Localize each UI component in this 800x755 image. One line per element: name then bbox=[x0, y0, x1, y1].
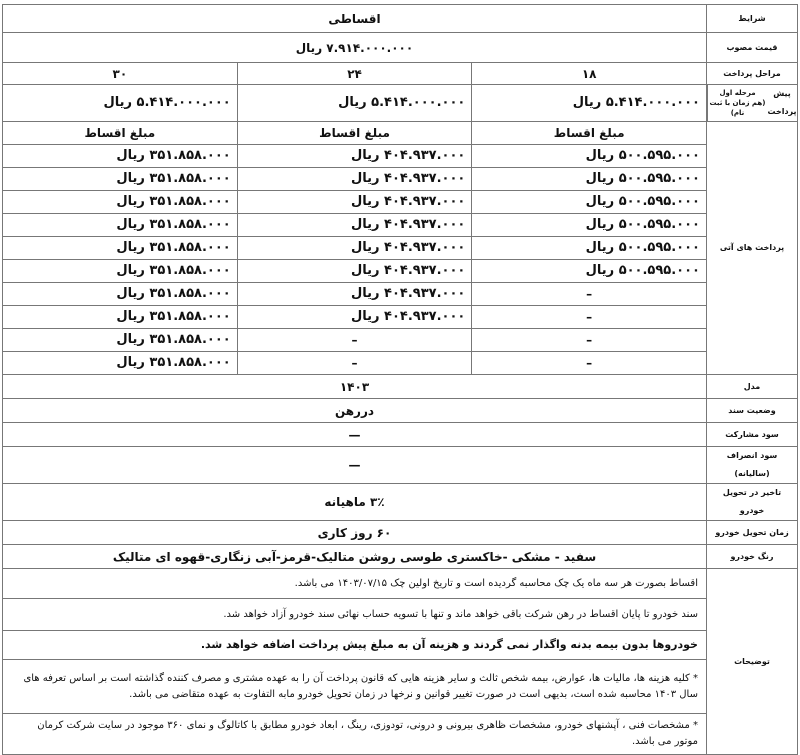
price-value: ۷.۹۱۴.۰۰۰.۰۰۰ ریال bbox=[3, 33, 707, 63]
installment-cell: – bbox=[472, 283, 707, 306]
installment-row bbox=[3, 214, 798, 237]
delay-row bbox=[3, 484, 798, 521]
note-item: * مشخصات فنی ، آپشنهای خودرو، مشخصات ظاهری بیرونی و درونی، تودوزی، رینگ ، ابعاد خودرو مطابق با کاتالوگ و نمای ۳۶۰ موجود در سایت شرکت کرمان موتور می باشد. bbox=[3, 714, 707, 755]
installment-cell: ۴۰۴.۹۳۷.۰۰۰ ریال bbox=[237, 260, 472, 283]
notes-row bbox=[3, 714, 798, 755]
note-item: اقساط بصورت هر سه ماه یک چک محاسبه گردیده است و تاریخ اولین چک ۱۴۰۳/۰۷/۱۵ می باشد. bbox=[3, 569, 707, 599]
installment-cell: ۴۰۴.۹۳۷.۰۰۰ ریال bbox=[237, 214, 472, 237]
future-payments-label: پرداخت های آتی bbox=[706, 122, 797, 375]
installment-cell: – bbox=[472, 352, 707, 375]
installment-cell: ۴۰۴.۹۳۷.۰۰۰ ریال bbox=[237, 191, 472, 214]
conditions-row bbox=[3, 5, 798, 33]
stage-30: ۳۰ bbox=[3, 63, 238, 85]
installment-cell: ۴۰۴.۹۳۷.۰۰۰ ریال bbox=[237, 283, 472, 306]
installment-cell: ۵۰۰.۵۹۵.۰۰۰ ریال bbox=[472, 214, 707, 237]
stages-label: مراحل پرداخت bbox=[706, 63, 797, 85]
installment-row bbox=[3, 145, 798, 168]
doc-status-value: دررهن bbox=[3, 399, 707, 423]
installment-cell: – bbox=[237, 329, 472, 352]
stage-18: ۱۸ bbox=[472, 63, 707, 85]
prepayment-18: ۵.۴۱۴.۰۰۰.۰۰۰ ریال bbox=[472, 85, 707, 122]
model-label: مدل bbox=[706, 375, 797, 399]
model-row bbox=[3, 375, 798, 399]
prepayment-label: پیش پرداخت bbox=[767, 89, 797, 116]
doc-status-label: وضعیت سند bbox=[706, 399, 797, 423]
installment-cell: ۵۰۰.۵۹۵.۰۰۰ ریال bbox=[472, 145, 707, 168]
installment-header-row bbox=[3, 122, 798, 145]
installment-cell: ۴۰۴.۹۳۷.۰۰۰ ریال bbox=[237, 306, 472, 329]
installment-cell: ۳۵۱.۸۵۸.۰۰۰ ریال bbox=[3, 306, 238, 329]
installment-cell: ۴۰۴.۹۳۷.۰۰۰ ریال bbox=[237, 145, 472, 168]
installment-row bbox=[3, 237, 798, 260]
installment-cell: ۵۰۰.۵۹۵.۰۰۰ ریال bbox=[472, 168, 707, 191]
note-item: خودروها بدون بیمه بدنه واگذار نمی گردند و هزینه آن به مبلغ پیش پرداخت اضافه خواهد شد. bbox=[3, 631, 707, 660]
partnership-profit-row bbox=[3, 423, 798, 447]
installment-cell: ۵۰۰.۵۹۵.۰۰۰ ریال bbox=[472, 191, 707, 214]
price-label: قیمت مصوب bbox=[706, 33, 797, 63]
prepayment-30: ۵.۴۱۴.۰۰۰.۰۰۰ ریال bbox=[3, 85, 238, 122]
installment-cell: ۴۰۴.۹۳۷.۰۰۰ ریال bbox=[237, 237, 472, 260]
delivery-value: ۶۰ روز کاری bbox=[3, 521, 707, 545]
installment-cell: ۳۵۱.۸۵۸.۰۰۰ ریال bbox=[3, 145, 238, 168]
notes-label: توضیحات bbox=[706, 569, 797, 755]
installment-cell: – bbox=[472, 329, 707, 352]
color-value: سفید - مشکی -خاکستری طوسی روشن متالیک-قرمز-آبی زنگاری-قهوه ای متالیک bbox=[3, 545, 707, 569]
installment-cell: ۳۵۱.۸۵۸.۰۰۰ ریال bbox=[3, 352, 238, 375]
installment-cell: – bbox=[237, 352, 472, 375]
notes-row bbox=[3, 631, 798, 660]
installment-row bbox=[3, 191, 798, 214]
note-item: سند خودرو تا پایان اقساط در رهن شرکت باقی خواهد ماند و تنها با تسویه حساب نهائی سند خودرو آزاد خواهد شد. bbox=[3, 599, 707, 631]
delivery-row bbox=[3, 521, 798, 545]
installment-cell: – bbox=[472, 306, 707, 329]
installment-header-24: مبلغ اقساط bbox=[237, 122, 472, 145]
notes-row bbox=[3, 660, 798, 714]
cancel-profit-value: — bbox=[3, 447, 707, 484]
installment-cell: ۵۰۰.۵۹۵.۰۰۰ ریال bbox=[472, 237, 707, 260]
installment-cell: ۳۵۱.۸۵۸.۰۰۰ ریال bbox=[3, 283, 238, 306]
delivery-label: زمان تحویل خودرو bbox=[706, 521, 797, 545]
installment-cell: ۳۵۱.۸۵۸.۰۰۰ ریال bbox=[3, 329, 238, 352]
partnership-profit-value: — bbox=[3, 423, 707, 447]
installment-cell: ۵۰۰.۵۹۵.۰۰۰ ریال bbox=[472, 260, 707, 283]
installment-header-30: مبلغ اقساط bbox=[3, 122, 238, 145]
conditions-value: اقساطی bbox=[3, 5, 707, 33]
notes-row bbox=[3, 569, 798, 599]
installment-row bbox=[3, 168, 798, 191]
installment-row bbox=[3, 306, 798, 329]
installment-row bbox=[3, 283, 798, 306]
color-row bbox=[3, 545, 798, 569]
installment-row bbox=[3, 329, 798, 352]
delay-label: تاخیر در تحویل خودرو bbox=[706, 484, 797, 521]
installment-cell: ۳۵۱.۸۵۸.۰۰۰ ریال bbox=[3, 237, 238, 260]
installment-header-18: مبلغ اقساط bbox=[472, 122, 707, 145]
stages-row bbox=[3, 63, 798, 85]
installment-row bbox=[3, 260, 798, 283]
prepayment-label-cell bbox=[706, 85, 797, 122]
color-label: رنگ خودرو bbox=[706, 545, 797, 569]
doc-status-row bbox=[3, 399, 798, 423]
conditions-label: شرایط bbox=[706, 5, 797, 33]
partnership-profit-label: سود مشارکت bbox=[706, 423, 797, 447]
installment-cell: ۳۵۱.۸۵۸.۰۰۰ ریال bbox=[3, 214, 238, 237]
sales-conditions-table bbox=[2, 4, 798, 755]
delay-value: ۳٪ ماهیانه bbox=[3, 484, 707, 521]
prepayment-24: ۵.۴۱۴.۰۰۰.۰۰۰ ریال bbox=[237, 85, 472, 122]
installment-cell: ۳۵۱.۸۵۸.۰۰۰ ریال bbox=[3, 260, 238, 283]
prepayment-row bbox=[3, 85, 798, 122]
cancel-profit-label: سود انصراف (سالیانه) bbox=[706, 447, 797, 484]
installment-row bbox=[3, 352, 798, 375]
installment-cell: ۳۵۱.۸۵۸.۰۰۰ ریال bbox=[3, 168, 238, 191]
stage-one-label: مرحله اول (هم زمان با ثبت نام) bbox=[707, 85, 767, 121]
notes-row bbox=[3, 599, 798, 631]
note-item: * کلیه هزینه ها، مالیات ها، عوارض، بیمه شخص ثالث و سایر هزینه هایی که قانون پرداخت آن را به عهده مشتری و مصرف کننده گذاشته است بر اساس تعرفه های سال ۱۴۰۳ محاسبه شده است، بدیهی است در صورت تغییر قوانین و نرخها در زمان تحویل خودرو مابه التفاوت به عهده متقاضی می باشد. bbox=[3, 660, 707, 714]
installment-cell: ۳۵۱.۸۵۸.۰۰۰ ریال bbox=[3, 191, 238, 214]
cancel-profit-row bbox=[3, 447, 798, 484]
installment-cell: ۴۰۴.۹۳۷.۰۰۰ ریال bbox=[237, 168, 472, 191]
price-row bbox=[3, 33, 798, 63]
model-value: ۱۴۰۳ bbox=[3, 375, 707, 399]
stage-24: ۲۴ bbox=[237, 63, 472, 85]
